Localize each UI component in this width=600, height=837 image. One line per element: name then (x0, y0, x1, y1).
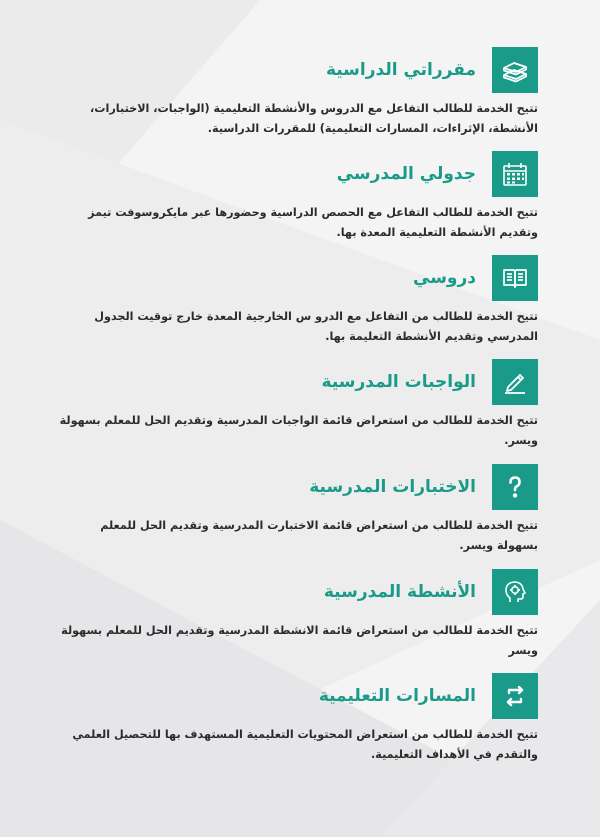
section-title: المسارات التعليمية (318, 686, 476, 706)
section-title: دروسي (413, 268, 476, 288)
section-description: تتيح الخدمة للطالب من استعراض قائمة الاختبارت المدرسية وتقديم الحل للمعلم بسهولة ويسر. (100, 519, 538, 552)
question-icon (492, 464, 538, 510)
section-title: مقرراتي الدراسية (325, 60, 476, 80)
section-description: تتيح الخدمة للطالب من استعراض المحتويات التعليمية المستهدف بها للتحصيل العلمي والتقدم في الأهداف التعليمية. (72, 728, 538, 761)
section-title: الأنشطة المدرسية (323, 582, 476, 602)
head-gear-icon (492, 569, 538, 615)
section-activities (58, 569, 538, 661)
books-icon (492, 47, 538, 93)
section-description: تتيح الخدمة للطالب من استعراض قائمة الانشطة المدرسية وتقديم الحل للمعلم بسهولة ويسر (61, 624, 538, 657)
section-learning-paths (58, 673, 538, 765)
calendar-icon (492, 151, 538, 197)
section-description: تتيح الخدمة للطالب من التفاعل مع الدرو س الخارجية المعدة خارج توقيت الجدول المدرسي وتقديم الأنشطة التعليمة بها. (94, 310, 538, 343)
section-my-lessons (58, 255, 538, 347)
section-title: الاختبارات المدرسية (309, 477, 476, 497)
exchange-arrows-icon (492, 673, 538, 719)
section-school-schedule (58, 151, 538, 243)
section-description: تتيح الخدمة للطالب التفاعل مع الحصص الدراسية وحضورها عبر مايكروسوفت تيمز وتقديم الأنشطة التعليمية المعدة بها. (88, 206, 538, 239)
section-title: جدولي المدرسي (336, 164, 476, 184)
open-book-icon (492, 255, 538, 301)
pencil-icon (492, 359, 538, 405)
section-description: تتيح الخدمة للطالب التفاعل مع الدروس والأنشطة التعليمية (الواجبات، الاختبارات، الأنشطة، الإثراءات، المسارات التعليمية) للمقررات الدراسية. (90, 102, 538, 135)
section-my-courses (58, 47, 538, 139)
section-description: تتيح الخدمة للطالب من استعراض قائمة الواجبات المدرسية وتقديم الحل للمعلم بسهولة ويسر. (59, 414, 538, 447)
section-title: الواجبات المدرسية (321, 372, 476, 392)
section-exams (58, 464, 538, 556)
section-homework (58, 359, 538, 451)
